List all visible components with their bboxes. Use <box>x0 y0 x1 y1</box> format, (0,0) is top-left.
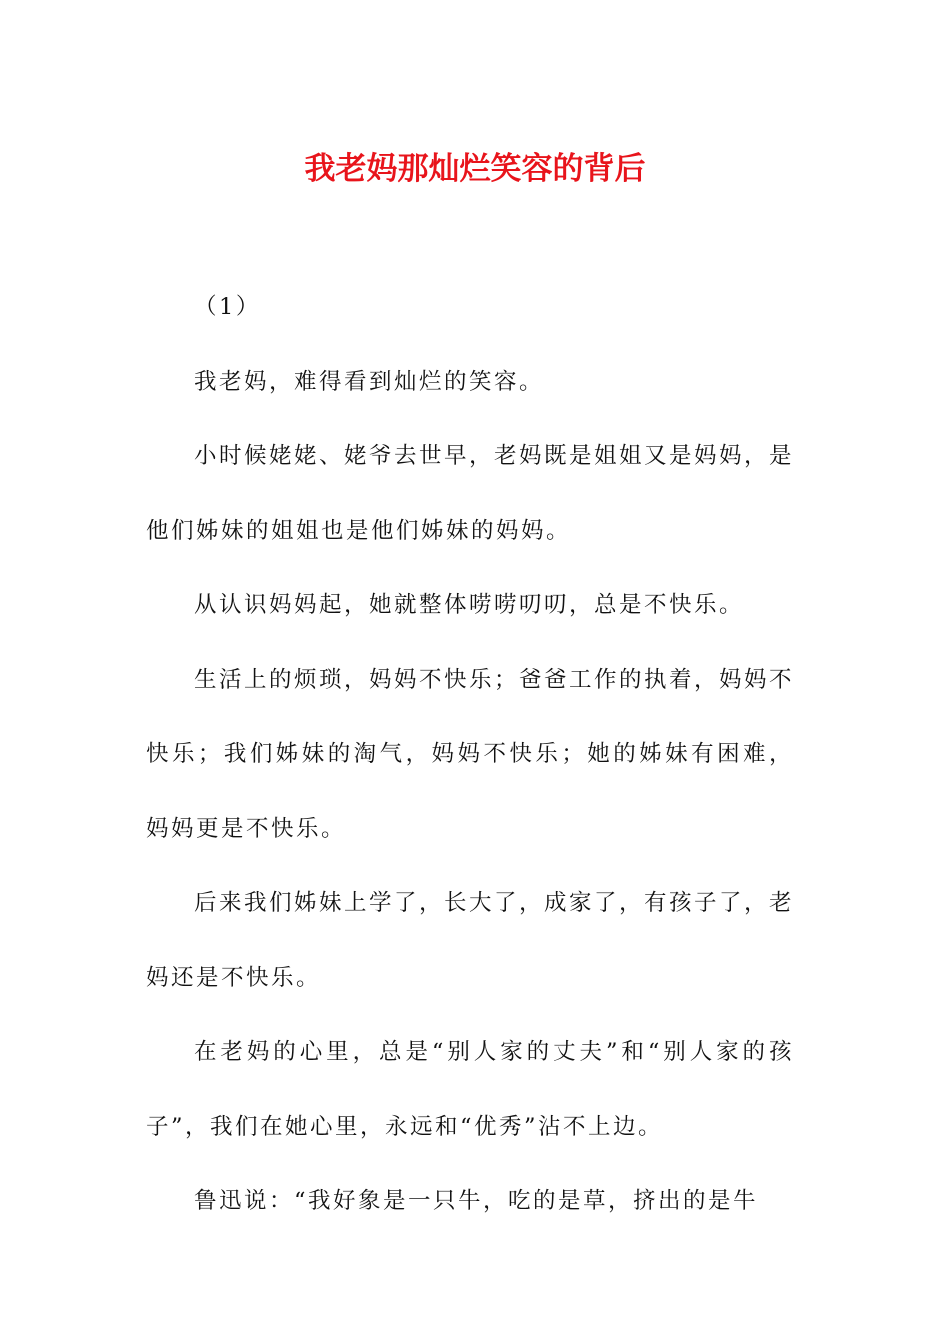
paragraph: 后来我们姊妹上学了，长大了，成家了，有孩子了，老妈还是不快乐。 <box>146 890 795 991</box>
paragraph: 从认识妈妈起，她就整体唠唠叨叨，总是不快乐。 <box>194 592 745 618</box>
document-title: 我老妈那灿烂笑容的背后 <box>304 151 646 187</box>
paragraph: 小时候姥姥、姥爷去世早，老妈既是姐姐又是妈妈，是他们姊妹的姐姐也是他们姊妹的妈妈。 <box>146 443 795 544</box>
paragraph: 生活上的烦琐，妈妈不快乐；爸爸工作的执着，妈妈不快乐；我们姊妹的淘气，妈妈不快乐；她的姊妹有困难，妈妈更是不快乐。 <box>146 666 795 842</box>
paragraph-section-number: （1） <box>194 294 261 320</box>
paragraph: 我老妈，难得看到灿烂的笑容。 <box>194 368 545 395</box>
paragraph: 在老妈的心里，总是“别人家的丈夫”和“别人家的孩子”，我们在她心里，永远和“优秀”沾不上边。 <box>146 1039 794 1140</box>
paragraph: 鲁迅说：“我好象是一只牛，吃的是草，挤出的是牛 <box>194 1188 759 1214</box>
document-body <box>146 270 794 1239</box>
